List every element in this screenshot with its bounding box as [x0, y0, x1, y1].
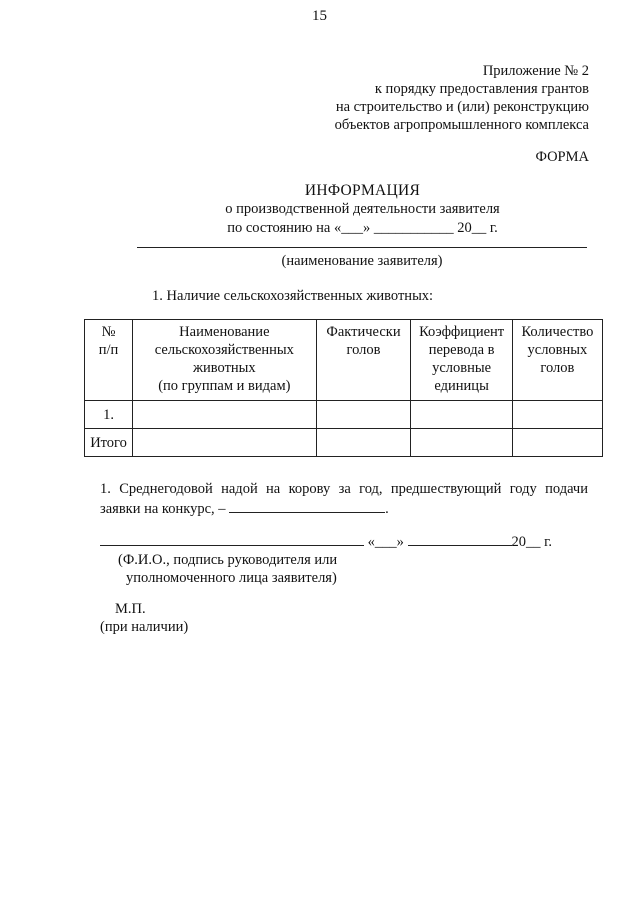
- animals-table: [84, 319, 603, 457]
- header-no: [85, 320, 133, 401]
- signature-date-day-field[interactable]: ___: [374, 534, 397, 550]
- header-qty-line: Количество: [521, 324, 594, 340]
- header-fact: [316, 320, 411, 401]
- appendix-line-4: объектов агропромышленного комплекса: [334, 117, 589, 133]
- signature-date-month-field[interactable]: [408, 532, 512, 546]
- milk-yield-text: 1. Среднегодовой надой на корову за год, предшествующий году подачи заявки на конкурс, –: [100, 481, 588, 517]
- appendix-line-3: на строительство и (или) реконструкцию: [335, 99, 589, 115]
- appendix-line-2: к порядку предоставления грантов: [374, 81, 589, 97]
- total-coef-cell[interactable]: [411, 429, 512, 457]
- header-fact-line: Фактически: [326, 324, 401, 340]
- info-title-block: [140, 181, 585, 238]
- applicant-name-field[interactable]: [137, 247, 587, 248]
- header-no-line: п/п: [98, 342, 119, 358]
- header-qty: [512, 320, 602, 401]
- stamp-mp: М.П.: [115, 601, 146, 617]
- signature-caption-line-2: уполномоченного лица заявителя): [126, 570, 337, 586]
- info-date-month-field[interactable]: ___________: [373, 220, 454, 236]
- row1-name-cell[interactable]: [133, 401, 317, 429]
- info-date-mid: »: [362, 220, 374, 236]
- signature-date-open: «: [367, 534, 375, 550]
- row1-fact-cell[interactable]: [316, 401, 411, 429]
- stamp-block: [100, 600, 188, 636]
- total-name-cell[interactable]: [133, 429, 317, 457]
- table-row: [85, 401, 603, 429]
- signature-date-close: »: [396, 534, 404, 550]
- signature-date-year: 20__ г.: [511, 534, 553, 550]
- header-coef-line: условные: [432, 360, 492, 376]
- row1-coef-cell[interactable]: [411, 401, 512, 429]
- header-no-line: №: [101, 324, 116, 340]
- milk-yield-end: .: [385, 501, 389, 517]
- signature-caption-line-1: (Ф.И.О., подпись руководителя или: [118, 552, 338, 568]
- info-date-prefix: по состоянию на «: [227, 220, 342, 236]
- total-qty-cell[interactable]: [512, 429, 602, 457]
- row1-qty-cell[interactable]: [512, 401, 602, 429]
- info-date-year: 20__ г.: [453, 220, 498, 236]
- info-title: ИНФОРМАЦИЯ: [304, 182, 421, 199]
- milk-yield-field[interactable]: [229, 499, 385, 513]
- table-header-row: [85, 320, 603, 401]
- header-coef-line: Коэффициент: [419, 324, 505, 340]
- signature-field[interactable]: [100, 532, 364, 546]
- section1-title: 1. Наличие сельскохозяйственных животных:: [152, 288, 434, 304]
- info-date-line: [140, 219, 585, 238]
- signature-caption: [118, 551, 337, 587]
- header-name-line: сельскохозяйственных: [154, 342, 294, 358]
- page-number: 15: [312, 8, 327, 24]
- appendix-header: [335, 62, 589, 134]
- total-fact-cell[interactable]: [316, 429, 411, 457]
- signature-line: [100, 532, 552, 551]
- stamp-note: (при наличии): [100, 619, 189, 635]
- info-subtitle: о производственной деятельности заявителя: [225, 201, 500, 217]
- header-name-line: (по группам и видам): [158, 378, 291, 394]
- form-label: ФОРМА: [535, 149, 589, 165]
- milk-yield-paragraph: [100, 479, 588, 519]
- applicant-caption: (наименование заявителя): [281, 253, 443, 269]
- header-coef-line: единицы: [434, 378, 489, 394]
- row1-no: 1.: [85, 401, 133, 429]
- header-name: [133, 320, 317, 401]
- header-fact-line: голов: [346, 342, 381, 358]
- table-total-row: [85, 429, 603, 457]
- header-name-line: животных: [193, 360, 256, 376]
- appendix-line-1: Приложение № 2: [482, 63, 589, 79]
- header-qty-line: условных: [527, 342, 588, 358]
- header-coef: [411, 320, 512, 401]
- header-qty-line: голов: [540, 360, 575, 376]
- info-date-day-field[interactable]: ___: [341, 220, 363, 236]
- header-name-line: Наименование: [179, 324, 270, 340]
- header-coef-line: перевода в: [428, 342, 495, 358]
- total-label: Итого: [85, 429, 133, 457]
